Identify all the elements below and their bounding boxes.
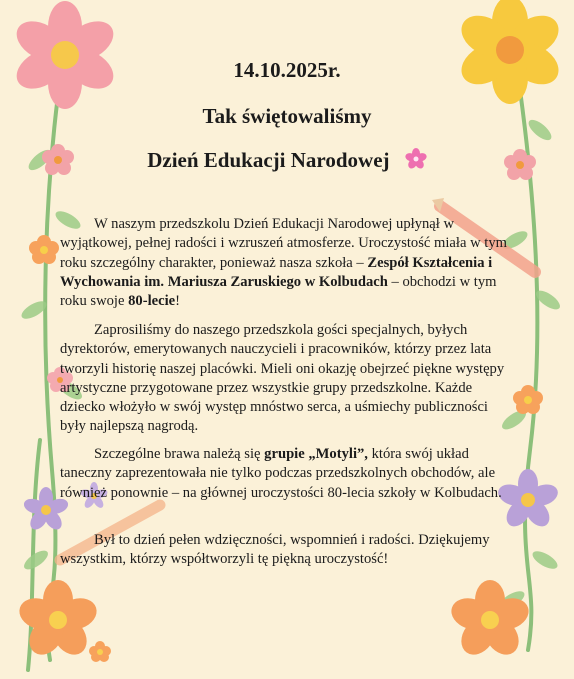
sakura-emoji-icon <box>405 148 427 170</box>
anniversary-label: 80-lecie <box>128 293 176 310</box>
document-subtitle <box>0 148 574 173</box>
document-date: 14.10.2025r. <box>233 58 341 82</box>
paragraph-group: Szczególne brawa należą się grupie „Motyli”, która swój układ taneczny zaprezentowała nie tylko podczas przedszkolnych obchodów, ale również ponownie – na głównej uroczystości 80-lecia szkoły w Kolbudach. <box>60 446 502 501</box>
school-name: Zespół Kształcenia i Wychowania im. Mariusza Zaruskiego w Kolbudach <box>60 254 493 290</box>
paragraph-intro: W naszym przedszkolu Dzień Edukacji Narodowej upłynął w wyjątkowej, pełnej radości i wzruszeń atmosferze. Uroczystość miała w tym roku szczególny charakter, ponieważ nasza szkoła – Zespół Kształcenia i Wychowania im. Mariusza Zaruskiego w Kolbudach – obchodzi w tym roku swoje 80-lecie! <box>60 216 507 310</box>
group-name: grupie „Motyli”, <box>264 446 368 462</box>
paragraph-closing: Był to dzień pełen wdzięczności, wspomnień i radości. Dziękujemy wszystkim, którzy współtworzyli tę piękną uroczystość! <box>60 532 490 568</box>
subtitle-text: Dzień Edukacji Narodowej <box>147 148 390 172</box>
paragraph-guests: Zaprosiliśmy do naszego przedszkola gości specjalnych, byłych dyrektorów, emerytowanych nauczycieli i pracowników, którzy przez lata tworzyli historię naszej placówki. Mieli oni okazję obejrzeć piękne występy artystyczne przygotowane przez wszystkie grupy przedszkolne. Każde dziecko włożyło w swój występ mnóstwo serca, a uśmiechy publiczności były najlepszą nagrodą. <box>60 322 505 435</box>
document-title: Tak świętowaliśmy <box>202 104 372 128</box>
